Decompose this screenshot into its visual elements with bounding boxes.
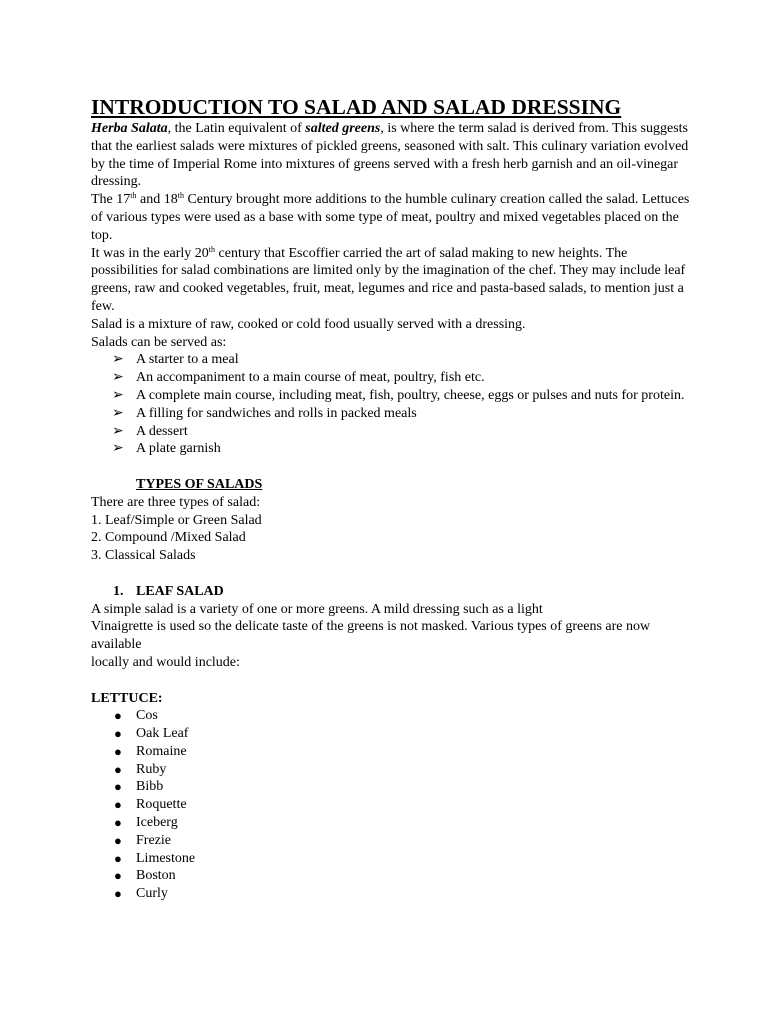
dot-bullet-icon: ● bbox=[114, 868, 122, 884]
types-item: 2. Compound /Mixed Salad bbox=[91, 530, 246, 546]
dot-bullet-icon: ● bbox=[114, 832, 122, 848]
list-item: ➢ A plate garnish bbox=[112, 441, 221, 457]
list-item: ● Iceberg bbox=[114, 815, 178, 831]
heading-label: LEAF SALAD bbox=[136, 583, 224, 599]
list-item: ➢ A complete main course, including meat, fish, poultry, cheese, eggs or pulses and nuts for protein. bbox=[112, 387, 685, 403]
spacer bbox=[91, 672, 691, 690]
arrow-bullet-icon: ➢ bbox=[112, 387, 124, 403]
leaf-paragraph: A simple salad is a variety of one or more greens. A mild dressing such as a light bbox=[91, 601, 543, 617]
arrow-bullet-icon: ➢ bbox=[112, 370, 124, 386]
dot-bullet-icon: ● bbox=[114, 886, 122, 902]
list-item: ● Oak Leaf bbox=[114, 726, 189, 742]
term-herba-salata: Herba Salata bbox=[91, 121, 168, 136]
list-item: ● Cos bbox=[114, 708, 158, 724]
arrow-bullet-icon: ➢ bbox=[112, 423, 124, 439]
list-item: ➢ A filling for sandwiches and rolls in packed meals bbox=[112, 405, 417, 421]
dot-bullet-icon: ● bbox=[114, 761, 122, 777]
heading-number: 1. bbox=[113, 583, 124, 599]
document-page bbox=[91, 94, 691, 903]
list-item: ➢ An accompaniment to a main course of meat, poultry, fish etc. bbox=[112, 370, 485, 386]
dot-bullet-icon: ● bbox=[114, 815, 122, 831]
document-title: INTRODUCTION TO SALAD AND SALAD DRESSING bbox=[91, 95, 622, 119]
spacer bbox=[91, 565, 691, 583]
lettuce-heading: LETTUCE: bbox=[91, 690, 163, 706]
intro-paragraph: Herba Salata, the Latin equivalent of salted greens, is where the term salad is derived from. This suggests that the earliest salads were mixtures of pickled greens, seasoned with salt. This culinary variation evolved by the time of Imperial Rome into mixtures of greens served with a fresh herb garnish and an oil-vinegar dressing. bbox=[91, 121, 689, 190]
dot-bullet-icon: ● bbox=[114, 708, 122, 724]
term-salted-greens: salted greens bbox=[305, 121, 381, 136]
leaf-salad-heading bbox=[91, 583, 691, 601]
arrow-bullet-icon: ➢ bbox=[112, 352, 124, 368]
dot-bullet-icon: ● bbox=[114, 850, 122, 866]
list-item: ➢ A dessert bbox=[112, 423, 188, 439]
served-intro: Salads can be served as: bbox=[91, 334, 227, 350]
list-item: ● Boston bbox=[114, 868, 176, 884]
dot-bullet-icon: ● bbox=[114, 779, 122, 795]
list-item: ● Curly bbox=[114, 886, 168, 902]
list-item: ● Bibb bbox=[114, 779, 164, 795]
list-item: ● Ruby bbox=[114, 761, 167, 777]
types-item: 3. Classical Salads bbox=[91, 548, 196, 564]
definition-paragraph: Salad is a mixture of raw, cooked or cold food usually served with a dressing. bbox=[91, 316, 526, 332]
list-item: ● Romaine bbox=[114, 743, 187, 759]
dot-bullet-icon: ● bbox=[114, 743, 122, 759]
arrow-bullet-icon: ➢ bbox=[112, 405, 124, 421]
century-paragraph: The 17th and 18th Century brought more additions to the humble culinary creation called the salad. Lettuces of various types were used as a base with some type of meat, poultry and mixed vegetables placed on the top. bbox=[91, 191, 690, 243]
list-item: ➢ A starter to a meal bbox=[112, 352, 239, 368]
lettuce-list bbox=[91, 707, 691, 903]
types-intro: There are three types of salad: bbox=[91, 494, 261, 510]
leaf-paragraph: Vinaigrette is used so the delicate taste of the greens is not masked. Various types of greens are now available bbox=[91, 619, 651, 653]
served-list bbox=[91, 351, 691, 458]
dot-bullet-icon: ● bbox=[114, 726, 122, 742]
list-item: ● Limestone bbox=[114, 850, 196, 866]
types-heading: TYPES OF SALADS bbox=[136, 476, 263, 492]
types-item: 1. Leaf/Simple or Green Salad bbox=[91, 512, 262, 528]
escoffier-paragraph: It was in the early 20th century that Escoffier carried the art of salad making to new heights. The possibilities for salad combinations are limited only by the imagination of the chef. They may include leaf greens, raw and cooked vegetables, fruit, meat, legumes and rice and pasta-based salads, to mention just a few. bbox=[91, 244, 686, 314]
spacer bbox=[91, 458, 691, 476]
arrow-bullet-icon: ➢ bbox=[112, 441, 124, 457]
list-item: ● Frezie bbox=[114, 832, 171, 848]
list-item: ● Roquette bbox=[114, 797, 187, 813]
leaf-paragraph: locally and would include: bbox=[91, 654, 240, 670]
dot-bullet-icon: ● bbox=[114, 797, 122, 813]
